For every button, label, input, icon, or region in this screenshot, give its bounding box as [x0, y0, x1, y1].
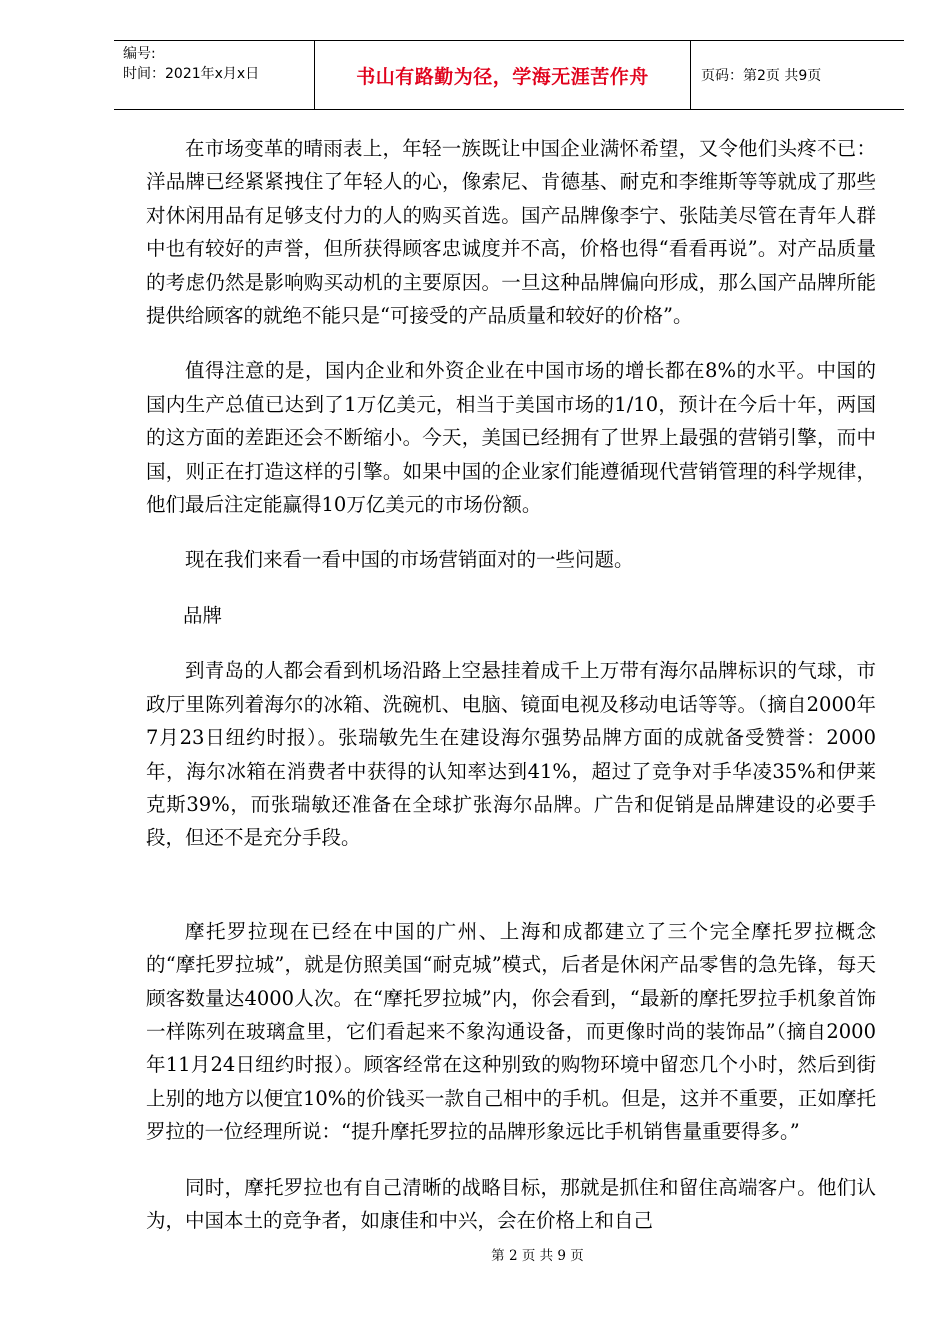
paragraph-3: 现在我们来看一看中国的市场营销面对的一些问题。 — [185, 548, 634, 572]
paragraph-1: 在市场变革的晴雨表上，年轻一族既让中国企业满怀希望，又令他们头疼不已：洋品牌已经紧紧拽住了年轻人的心，像索尼、肯德基、耐克和李维斯等等就成了那些对休闲用品有足够支付力的人的购买首选。国产品牌像李宁、张陆美尽管在青年人群中也有较好的声誉，但所获得顾客忠诚度并不高，价格也得“看看再说”。对产品质量的考虑仍然是影响购买动机的主要原因。一旦这种品牌偏向形成，那么国产品牌所能提供给顾客的就绝不能只是“可接受的产品质量和较好的价格”。 — [146, 137, 876, 328]
document-body — [146, 132, 876, 1237]
paragraph-5: 摩托罗拉现在已经在中国的广州、上海和成都建立了三个完全摩托罗拉概念的“摩托罗拉城”，就是仿照美国“耐克城”模式，后者是休闲产品零售的急先锋，每天顾客数量达4000人次。在“摩托罗拉城”内，你会看到，“最新的摩托罗拉手机象首饰一样陈列在玻璃盒里，它们看起来不象沟通设备，而更像时尚的装饰品”（摘自2000年11月24日纽约时报）。顾客经常在这种别致的购物环境中留恋几个小时，然后到街上别的地方以便宜10%的价钱买一款自己相中的手机。但是，这并不重要，正如摩托罗拉的一位经理所说：“提升摩托罗拉的品牌形象远比手机销售量重要得多。” — [146, 919, 876, 1144]
page-header — [114, 40, 904, 110]
paragraph-2: 值得注意的是，国内企业和外资企业在中国市场的增长都在8%的水平。中国的国内生产总值已达到了1万亿美元，相当于美国市场的1/10，预计在今后十年，两国的这方面的差距还会不断缩小。今天，美国已经拥有了世界上最强的营销引擎，而中国，则正在打造这样的引擎。如果中国的企业家们能遵循现代营销管理的科学规律，他们最后注定能赢得10万亿美元的市场份额。 — [146, 359, 876, 517]
header-motto: 书山有路勤为径，学海无涯苦作舟 — [314, 41, 691, 109]
header-meta — [114, 41, 314, 109]
document-time-label: 时间：2021年x月x日 — [123, 66, 260, 82]
header-page-info: 页码：第2页 共9页 — [701, 68, 822, 84]
paragraph-6: 同时，摩托罗拉也有自己清晰的战略目标，那就是抓住和留住高端客户。他们认为，中国本土的竞争者，如康佳和中兴，会在价格上和自己 — [146, 1175, 876, 1232]
page-footer: 第 2 页 共 9 页 — [491, 1248, 584, 1264]
section-heading-brand: 品牌 — [183, 603, 223, 627]
paragraph-4: 到青岛的人都会看到机场沿路上空悬挂着成千上万带有海尔品牌标识的气球，市政厅里陈列着海尔的冰箱、洗碗机、电脑、镜面电视及移动电话等等。（摘自2000年7月23日纽约时报）。张瑞敏先生在建设海尔强势品牌方面的成就备受赞誉：2000年，海尔冰箱在消费者中获得的认知率达到41%，超过了竞争对手华凌35%和伊莱克斯39%，而张瑞敏还准备在全球扩张海尔品牌。广告和促销是品牌建设的必要手段，但还不是充分手段。 — [146, 659, 876, 850]
document-number-label: 编号: — [123, 46, 156, 62]
